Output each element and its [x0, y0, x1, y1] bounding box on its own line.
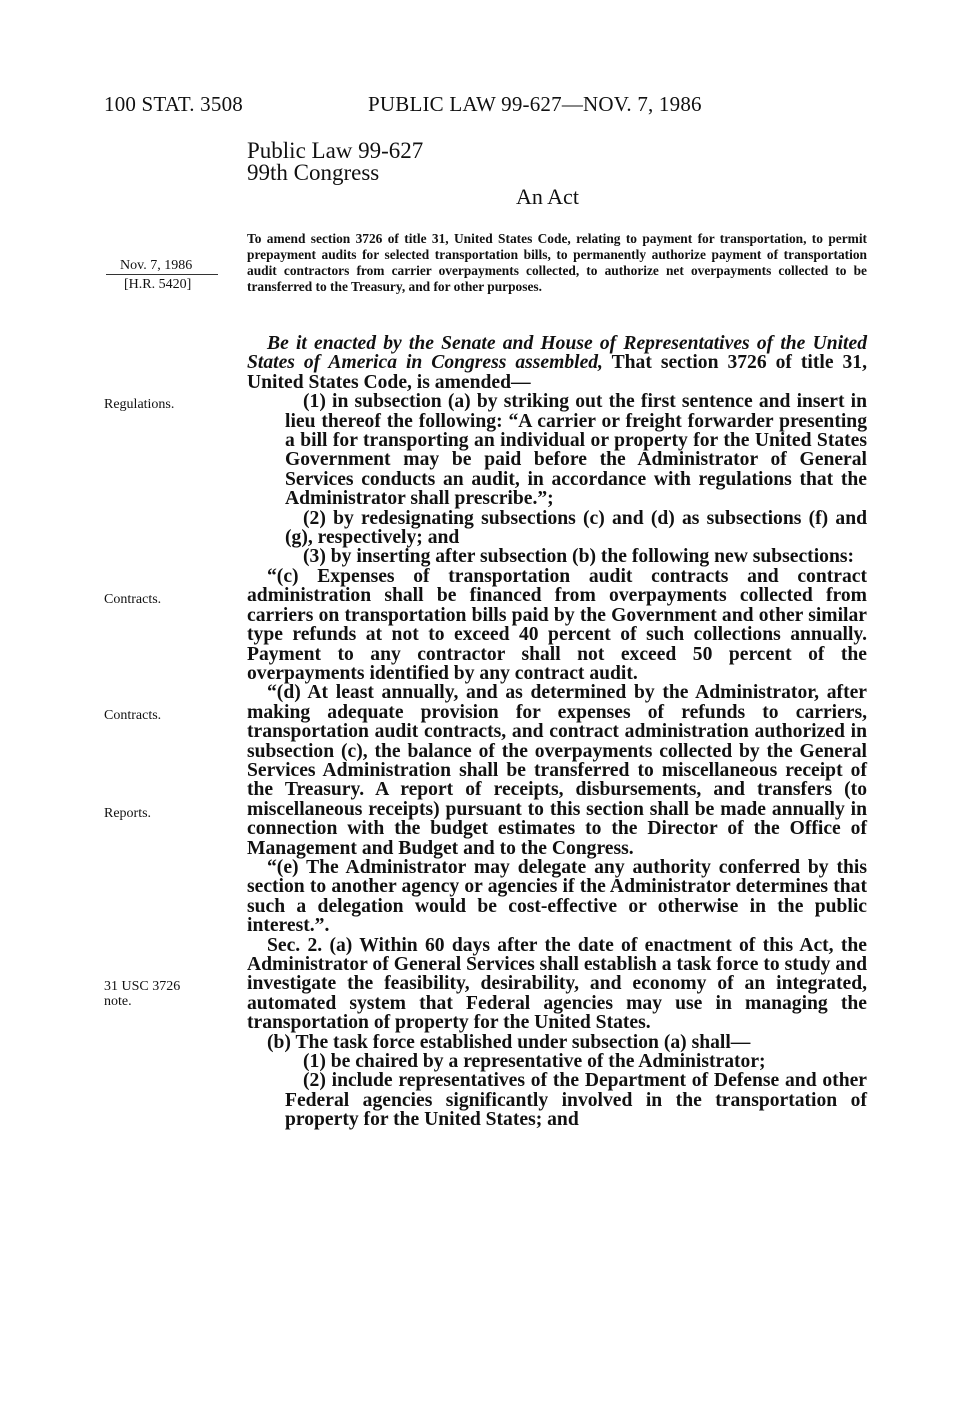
amendment-item-3: (3) by inserting after subsection (b) the following new subsections:: [303, 546, 854, 568]
enacting-clause-rest: That section 3726 of title 31, United States Code, is amended—: [247, 352, 867, 393]
new-subsection-d: “(d) At least annually, and as determined by the Administrator, after making adequate provision for expenses of refunds to carriers, transportation audit contracts, and contract administration authorized in subsection (c), the balance of the overpayments collected by the General Services Administration shall be transferred to miscellaneous receipt of the Treasury. A report of receipts, disbursements, and transfers (to miscellaneous receipts) pursuant to this section shall be made annually in connection with the budget estimates to the Director of the Office of Management and Budget and to the Congress.: [247, 682, 867, 859]
margin-regulations: Regulations.: [104, 397, 175, 412]
act-synopsis: To amend section 3726 of title 31, United States Code, relating to payment for transportation, to permit prepayment audits for selected transportation bills, to permanently authorize payment of transportation audit contractors from carrier overpayments collected, to authorize net overpayments collected to be transferred to the Treasury, and for other purposes.: [247, 231, 867, 294]
congress-number: 99th Congress: [247, 160, 380, 185]
new-subsection-e: “(e) The Administrator may delegate any authority conferred by this section to another agency or agencies if the Administrator determines that such a delegation would be cost-effective or otherwise in the public interest.”.: [247, 856, 867, 937]
margin-usc-note: 31 USC 3726 note.: [104, 979, 181, 1009]
new-subsection-c: “(c) Expenses of transportation audit contracts and contract administration shall be financed from overpayments collected from carriers on transportation bills paid by the Government and other similar type refunds at not to exceed 40 percent of such collections annually. Payment to any contractor shall not exceed 50 percent of the overpayments identified by any contract audit.: [247, 565, 867, 684]
section-2b-item-2: (2) include representatives of the Department of Defense and other Federal agencies significantly involved in the transportation of property for the United States; and: [285, 1070, 867, 1131]
act-heading: An Act: [516, 184, 579, 209]
margin-reports: Reports.: [104, 806, 152, 821]
amendment-item-1: (1) in subsection (a) by striking out the first sentence and insert in lieu thereof the following: “A carrier or freight forwarder presenting a bill for transporting an individual or property for the United States Government may be paid before the Administrator of General Services conducts an audit, in accordance with regulations that the Administrator shall prescribe.”;: [285, 391, 867, 510]
public-law-number: Public Law 99-627: [247, 138, 424, 163]
section-2a: Sec. 2. (a) Within 60 days after the date of enactment of this Act, the Administrator of General Services shall establish a task force to study and investigate the feasibility, desirability, and economy of an integrated, automated system that Federal agencies may use in managing the transportation of property for the United States.: [247, 934, 867, 1034]
amendment-item-2: (2) by redesignating subsections (c) and (d) as subsections (f) and (g), respectively; and: [285, 507, 867, 549]
running-header-title: PUBLIC LAW 99-627—NOV. 7, 1986: [368, 92, 702, 116]
margin-bill-number: [H.R. 5420]: [124, 277, 192, 292]
margin-divider: [106, 274, 218, 275]
section-2b-item-1: (1) be chaired by a representative of the Administrator;: [303, 1051, 766, 1073]
section-2b: (b) The task force established under subsection (a) shall—: [267, 1031, 751, 1053]
margin-date: Nov. 7, 1986: [120, 258, 193, 273]
margin-contracts-2: Contracts.: [104, 708, 162, 723]
enacting-clause: [247, 334, 867, 392]
enacting-clause-italic: Be it enacted by the Senate and House of Representatives of the United States of America in Congress assembled,: [247, 333, 867, 374]
act-body: [247, 334, 867, 1130]
margin-contracts-1: Contracts.: [104, 592, 162, 607]
page-stat-reference: 100 STAT. 3508: [104, 92, 243, 116]
